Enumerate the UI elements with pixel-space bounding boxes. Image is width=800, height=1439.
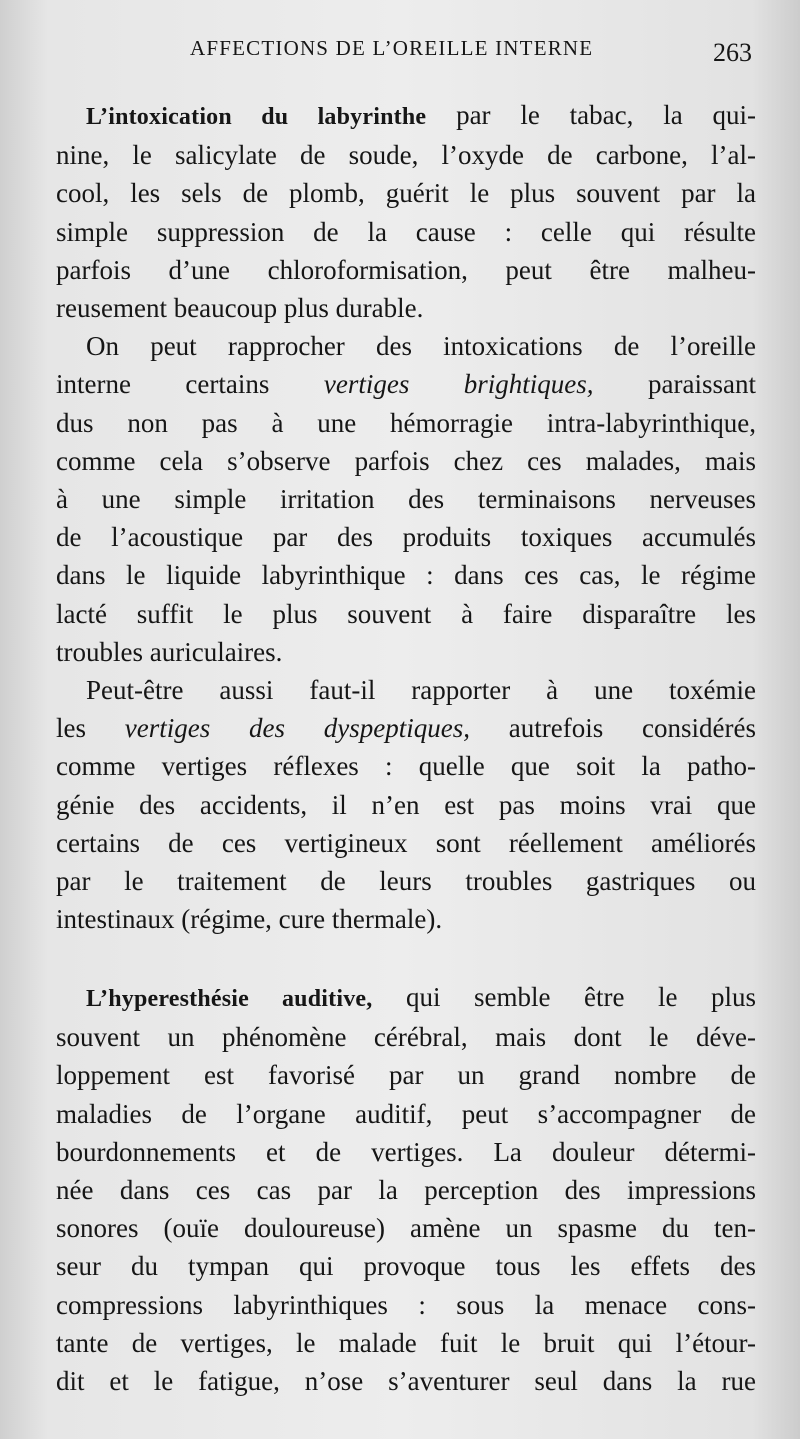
paragraph-intoxication — [56, 96, 756, 327]
text-line: On peut rapprocher des intoxications de l’oreille — [86, 331, 756, 362]
term-vertiges-dyspeptiques: vertiges des dyspeptiques, — [124, 713, 471, 744]
line-text: par le tabac, la qui- — [426, 100, 756, 130]
text-line: troubles auriculaires. — [56, 636, 283, 667]
term-intoxication: L’intoxication du labyrinthe — [86, 104, 427, 130]
text-line: sonores (ouïe douloureuse) amène un spasme du ten- — [56, 1213, 756, 1244]
line-text: les — [56, 713, 125, 744]
paragraph-hyperesthesie — [56, 978, 756, 1400]
paragraph-vertiges-dyspeptiques — [56, 671, 756, 938]
text-line: par le traitement de leurs troubles gastriques ou — [56, 866, 756, 897]
text-line: comme cela s’observe parfois chez ces malades, mais — [56, 445, 756, 476]
text-line: bourdonnements et de vertiges. La douleur détermi- — [56, 1136, 756, 1167]
text-line: à une simple irritation des terminaisons nerveuses — [56, 484, 756, 515]
text-line: souvent un phénomène cérébral, mais dont le déve- — [56, 1022, 756, 1053]
text-line: compressions labyrinthiques : sous la menace cons- — [56, 1289, 756, 1320]
text-line: de l’acoustique par des produits toxiques accumulés — [56, 522, 756, 553]
line-text: paraissant — [593, 369, 756, 400]
text-line: simple suppression de la cause : celle qui résulte — [56, 216, 756, 247]
page-number: 263 — [713, 38, 752, 67]
paragraph-vertiges-brightiques — [56, 327, 756, 671]
text-line — [56, 365, 756, 403]
text-line: tante de vertiges, le malade fuit le bruit qui l’étour- — [56, 1327, 756, 1358]
text-line: seur du tympan qui provoque tous les effets des — [56, 1251, 756, 1282]
text-block-lower — [56, 978, 756, 1400]
text-line: Peut-être aussi faut-il rapporter à une toxémie — [86, 675, 756, 706]
text-line: reusement beaucoup plus durable. — [56, 293, 424, 324]
text-line: génie des accidents, il n’en est pas moins vrai que — [56, 789, 756, 820]
line-text: interne certains — [56, 369, 324, 400]
text-line: loppement est favorisé par un grand nombre de — [56, 1060, 756, 1091]
text-line — [56, 96, 756, 136]
text-line: dit et le fatigue, n’ose s’aventurer seul dans la rue — [56, 1366, 756, 1397]
text-line: maladies de l’organe auditif, peut s’accompagner de — [56, 1098, 756, 1129]
text-block-upper — [56, 96, 756, 938]
text-line: certains de ces vertigineux sont réellement améliorés — [56, 827, 756, 858]
text-line: parfois d’une chloroformisation, peut être malheu- — [56, 254, 756, 285]
text-line: née dans ces cas par la perception des impressions — [56, 1175, 756, 1206]
text-line: cool, les sels de plomb, guérit le plus souvent par la — [56, 178, 756, 209]
term-vertiges-brightiques: vertiges brightiques, — [323, 369, 594, 400]
term-hyperesthesie: L’hyperesthésie auditive, — [86, 986, 373, 1012]
text-line — [56, 978, 756, 1018]
text-line: comme vertiges réflexes : quelle que soit la patho- — [56, 751, 756, 782]
text-line: nine, le salicylate de soude, l’oxyde de carbone, l’al- — [56, 140, 756, 171]
text-line: dus non pas à une hémorragie intra-labyrinthique, — [56, 407, 756, 438]
text-line: intestinaux (régime, cure thermale). — [56, 904, 443, 935]
text-line — [56, 709, 756, 747]
text-line: lacté suffit le plus souvent à faire disparaître les — [56, 598, 756, 629]
line-text: qui semble être le plus — [372, 982, 757, 1012]
line-text: autrefois considérés — [470, 713, 757, 744]
running-title: AFFECTIONS DE L’OREILLE INTERNE — [190, 36, 594, 60]
text-line: dans le liquide labyrinthique : dans ces cas, le régime — [56, 560, 756, 591]
